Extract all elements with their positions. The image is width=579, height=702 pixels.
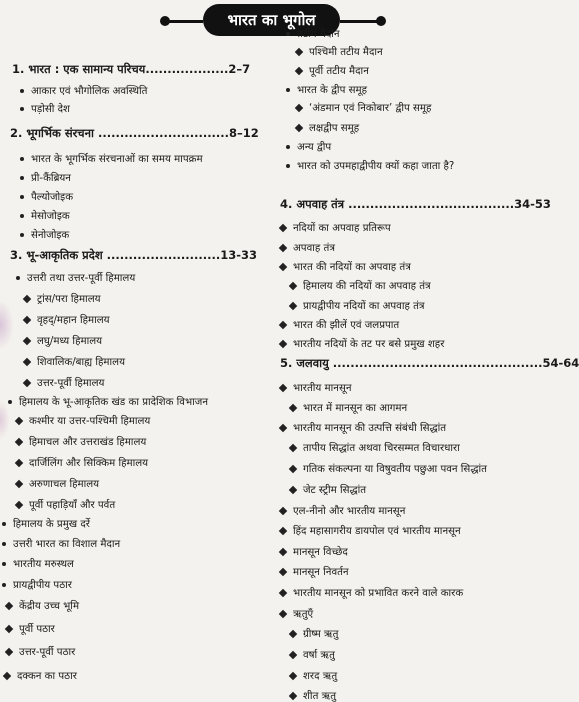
diamond-bullet-icon xyxy=(23,379,31,387)
page-title: भारत का भूगोल xyxy=(203,4,340,36)
bullet-icon xyxy=(2,583,6,587)
diamond-bullet-icon xyxy=(295,67,303,75)
bullet-icon xyxy=(20,176,24,180)
diamond-bullet-icon xyxy=(279,263,287,271)
list-item: वृहद्/महान हिमालय xyxy=(24,312,110,326)
diamond-bullet-icon xyxy=(5,648,13,656)
bullet-icon xyxy=(20,107,24,111)
diamond-bullet-icon xyxy=(5,602,13,610)
list-item: शरद ऋतु xyxy=(290,668,337,682)
diamond-bullet-icon xyxy=(295,104,303,112)
list-item: लघु/मध्य हिमालय xyxy=(24,333,102,347)
diamond-bullet-icon xyxy=(23,295,31,303)
list-item: प्री-कैंब्रियन xyxy=(20,170,71,184)
bullet-icon xyxy=(20,214,24,218)
list-item: उत्तरी भारत का विशाल मैदान xyxy=(2,536,120,550)
list-item: कश्मीर या उत्तर-पश्चिमी हिमालय xyxy=(16,413,150,427)
header-right-rule xyxy=(340,20,380,23)
diamond-bullet-icon xyxy=(279,224,287,232)
list-item: प्रायद्वीपीय पठार xyxy=(2,577,72,591)
diamond-bullet-icon xyxy=(15,417,23,425)
section-5-heading xyxy=(280,356,579,371)
bullet-icon xyxy=(286,88,290,92)
page-range: 54-64 xyxy=(542,356,579,370)
diamond-bullet-icon xyxy=(279,610,287,618)
bullet-icon xyxy=(8,400,12,404)
diamond-bullet-icon xyxy=(23,337,31,345)
bullet-icon xyxy=(16,276,20,280)
list-item: मानसून निवर्तन xyxy=(280,564,349,578)
diamond-bullet-icon xyxy=(279,507,287,515)
list-item: पश्चिमी तटीय मैदान xyxy=(296,44,383,58)
diamond-bullet-icon xyxy=(15,501,23,509)
bullet-icon xyxy=(20,195,24,199)
list-item: भारत की नदियों का अपवाह तंत्र xyxy=(280,259,411,273)
bullet-icon xyxy=(2,522,6,526)
list-item: भारत को उपमहाद्वीपीय क्यों कहा जाता है? xyxy=(286,158,454,172)
bullet-icon xyxy=(286,32,290,36)
list-item: उत्तर-पूर्वी हिमालय xyxy=(24,375,104,389)
list-item: भारतीय मानसून xyxy=(280,380,352,394)
section-4-heading xyxy=(280,197,551,212)
diamond-bullet-icon xyxy=(289,651,297,659)
diamond-bullet-icon xyxy=(3,672,11,680)
diamond-bullet-icon xyxy=(279,424,287,432)
diamond-bullet-icon xyxy=(279,548,287,556)
bullet-icon xyxy=(20,233,24,237)
diamond-bullet-icon xyxy=(289,302,297,310)
section-title: 4. अपवाह तंत्र ...................................... xyxy=(280,197,515,211)
diamond-bullet-icon xyxy=(23,316,31,324)
diamond-bullet-icon xyxy=(289,282,297,290)
diamond-bullet-icon xyxy=(279,384,287,392)
diamond-bullet-icon xyxy=(289,672,297,680)
diamond-bullet-icon xyxy=(295,124,303,132)
list-item: केंद्रीय उच्च भूमि xyxy=(6,598,79,612)
list-item: शिवालिक/बाह्य हिमालय xyxy=(24,354,125,368)
list-item: उत्तर-पूर्वी पठार xyxy=(6,644,75,658)
list-item: एल-नीनो और भारतीय मानसून xyxy=(280,503,405,517)
page-range: 2–7 xyxy=(228,62,251,76)
list-item: उत्तरी तथा उत्तर-पूर्वी हिमालय xyxy=(16,270,135,284)
list-item: तटीय मैदान xyxy=(286,26,340,40)
list-item: ग्रीष्म ऋतु xyxy=(290,626,338,640)
list-item: भारतीय मरुस्थल xyxy=(2,556,74,570)
header-left-rule xyxy=(165,20,203,23)
diamond-bullet-icon xyxy=(289,486,297,494)
list-item: लक्षद्वीप समूह xyxy=(296,120,359,134)
list-item: भारत के द्वीप समूह xyxy=(286,82,367,96)
diamond-bullet-icon xyxy=(289,465,297,473)
list-item: गतिक संकल्पना या विषुवतीय पछुआ पवन सिद्धांत xyxy=(290,461,487,475)
section-title: 5. जलवायु ................................................ xyxy=(280,356,543,370)
list-item: प्रायद्वीपीय नदियों का अपवाह तंत्र xyxy=(290,298,425,312)
page-edge-shadow xyxy=(0,300,14,350)
list-item: पड़ोसी देश xyxy=(20,101,70,115)
list-item: हिमालय की नदियों का अपवाह तंत्र xyxy=(290,278,431,292)
bullet-icon xyxy=(2,542,6,546)
diamond-bullet-icon xyxy=(279,321,287,329)
section-title: 3. भू-आकृतिक प्रदेश .......................... xyxy=(10,248,221,262)
list-item: दक्कन का पठार xyxy=(4,668,77,682)
list-item: पूर्वी पठार xyxy=(6,621,55,635)
diamond-bullet-icon xyxy=(279,340,287,348)
diamond-bullet-icon xyxy=(295,48,303,56)
list-item: सेनोजोइक xyxy=(20,227,69,241)
list-item: भारत के भूगर्भिक संरचनाओं का समय मापक्रम xyxy=(20,151,203,165)
diamond-bullet-icon xyxy=(279,568,287,576)
list-item: मेसोजोइक xyxy=(20,208,70,222)
list-item: अन्य द्वीप xyxy=(286,139,331,153)
section-3-heading xyxy=(10,248,257,263)
section-title: 2. भूगर्भिक संरचना .............................. xyxy=(10,126,230,140)
diamond-bullet-icon xyxy=(15,459,23,467)
section-title: 1. भारत : एक सामान्य परिचय................... xyxy=(12,62,229,76)
list-item: ऋतुएँ xyxy=(280,606,313,620)
list-item: शीत ऋतु xyxy=(290,688,336,702)
list-item: दार्जिलिंग और सिक्किम हिमालय xyxy=(16,455,148,469)
list-item: हिमालय के प्रमुख दर्रे xyxy=(2,516,90,530)
list-item: हिमालय के भू-आकृतिक खंड का प्रादेशिक विभाजन xyxy=(8,394,208,408)
list-item: मानसून विच्छेद xyxy=(280,544,348,558)
list-item: ‘अंडमान एवं निकोबार’ द्वीप समूह xyxy=(296,100,431,114)
list-item: वर्षा ऋतु xyxy=(290,647,335,661)
list-item: तापीय सिद्धांत अथवा चिरसम्मत विचारधारा xyxy=(290,440,460,454)
list-item: भारत की झीलें एवं जलप्रपात xyxy=(280,317,399,331)
diamond-bullet-icon xyxy=(279,527,287,535)
header-right-dot xyxy=(376,16,386,26)
section-2-heading xyxy=(10,126,259,141)
page-range: 34-53 xyxy=(514,197,551,211)
list-item: आकार एवं भौगोलिक अवस्थिति xyxy=(20,83,147,97)
list-item: पैल्योजोइक xyxy=(20,189,73,203)
diamond-bullet-icon xyxy=(279,589,287,597)
list-item: भारतीय मानसून को प्रभावित करने वाले कारक xyxy=(280,585,463,599)
diamond-bullet-icon xyxy=(289,444,297,452)
list-item: नदियों का अपवाह प्रतिरूप xyxy=(280,220,391,234)
page-range: 13-33 xyxy=(220,248,258,262)
list-item: अपवाह तंत्र xyxy=(280,240,335,254)
list-item: भारतीय नदियों के तट पर बसे प्रमुख शहर xyxy=(280,336,444,350)
bullet-icon xyxy=(20,89,24,93)
diamond-bullet-icon xyxy=(15,438,23,446)
list-item: अरुणाचल हिमालय xyxy=(16,476,99,490)
list-item: पूर्वी तटीय मैदान xyxy=(296,63,369,77)
list-item: पूर्वी पहाड़ियाँ और पर्वत xyxy=(16,497,115,511)
bullet-icon xyxy=(286,164,290,168)
list-item: भारत में मानसून का आगमन xyxy=(290,400,407,414)
diamond-bullet-icon xyxy=(289,692,297,700)
list-item: ट्रांस/परा हिमालय xyxy=(24,291,101,305)
list-item: हिमाचल और उत्तराखंड हिमालय xyxy=(16,434,146,448)
diamond-bullet-icon xyxy=(5,625,13,633)
list-item: भारतीय मानसून की उत्पत्ति संबंधी सिद्धांत xyxy=(280,420,446,434)
list-item: हिंद महासागरीय डायपोल एवं भारतीय मानसून xyxy=(280,523,461,537)
bullet-icon xyxy=(2,562,6,566)
diamond-bullet-icon xyxy=(23,358,31,366)
diamond-bullet-icon xyxy=(279,244,287,252)
list-item: जेट स्ट्रीम सिद्धांत xyxy=(290,482,366,496)
diamond-bullet-icon xyxy=(15,480,23,488)
diamond-bullet-icon xyxy=(289,404,297,412)
bullet-icon xyxy=(286,145,290,149)
page-range: 8–12 xyxy=(229,126,259,140)
diamond-bullet-icon xyxy=(289,630,297,638)
bullet-icon xyxy=(20,157,24,161)
page-header xyxy=(0,0,552,40)
section-1-heading xyxy=(12,62,250,77)
